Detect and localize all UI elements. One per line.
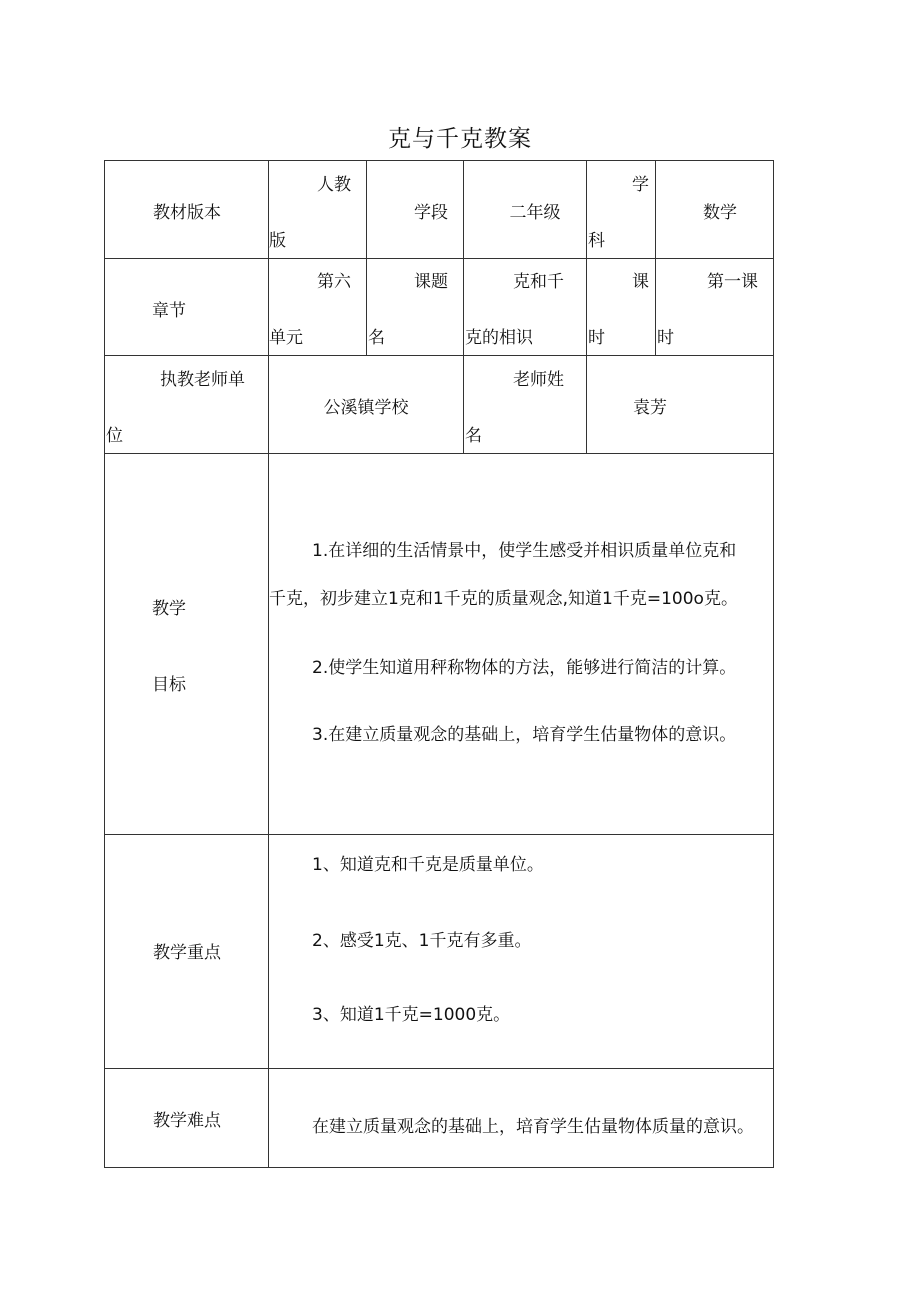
teacher-label-line2: 名	[465, 426, 482, 446]
unit-label-line1: 执教老师单	[160, 370, 245, 390]
topic-label-line2: 名	[368, 328, 385, 348]
subject-value: 数学	[703, 203, 737, 223]
stage-label: 学段	[414, 203, 448, 223]
difficulties-label: 教学难点	[153, 1111, 221, 1131]
period-label-line1: 课	[632, 272, 649, 292]
key-point-item-1: 1、知道克和千克是质量单位。	[312, 855, 544, 875]
subject-label-line1: 学	[632, 175, 649, 195]
row-divider	[105, 355, 773, 356]
textbook-value-line2: 版	[269, 231, 286, 251]
stage-value: 二年级	[509, 203, 561, 223]
subject-label-line2: 科	[588, 231, 605, 251]
difficulties-text: 在建立质量观念的基础上，培育学生估量物体质量的意识。	[312, 1117, 754, 1137]
column-divider	[268, 161, 269, 1167]
topic-value-line1: 克和千	[513, 272, 564, 292]
objectives-label-line2: 目标	[152, 675, 186, 695]
key-point-item-3: 3、知道1千克=1000克。	[312, 1005, 511, 1025]
objective-item-1-line2: 千克，初步建立1克和1千克的质量观念,知道1千克=100o克。	[269, 589, 738, 609]
period-label-line2: 时	[588, 328, 605, 348]
chapter-label: 章节	[152, 301, 186, 321]
teacher-label-line1: 老师姓	[513, 370, 564, 390]
column-divider	[655, 161, 656, 355]
row-divider	[105, 834, 773, 835]
key-points-label: 教学重点	[153, 943, 221, 963]
column-divider	[586, 161, 587, 453]
objectives-label-line1: 教学	[152, 599, 186, 619]
objective-item-1-line1: 1.在详细的生活情景中，使学生感受并相识质量单位克和	[312, 541, 737, 561]
chapter-value-line2: 单元	[269, 328, 303, 348]
column-divider	[366, 161, 367, 355]
topic-label-line1: 课题	[414, 272, 448, 292]
objective-item-3: 3.在建立质量观念的基础上，培育学生估量物体的意识。	[312, 725, 737, 745]
period-value-line2: 时	[657, 328, 674, 348]
column-divider	[463, 161, 464, 453]
teacher-value: 袁芳	[633, 398, 667, 418]
row-divider	[105, 258, 773, 259]
document-title: 克与千克教案	[388, 126, 532, 152]
objective-item-2: 2.使学生知道用秤称物体的方法，能够进行简洁的计算。	[312, 658, 737, 678]
unit-value: 公溪镇学校	[323, 398, 409, 418]
chapter-value-line1: 第六	[317, 272, 351, 292]
row-divider	[105, 1068, 773, 1069]
unit-label-line2: 位	[106, 426, 123, 446]
row-divider	[105, 453, 773, 454]
lesson-plan-table	[104, 160, 774, 1168]
period-value-line1: 第一课	[707, 272, 758, 292]
textbook-label: 教材版本	[153, 203, 221, 223]
topic-value-line2: 克的相识	[465, 328, 533, 348]
textbook-value-line1: 人教	[317, 175, 351, 195]
key-point-item-2: 2、感受1克、1千克有多重。	[312, 931, 532, 951]
